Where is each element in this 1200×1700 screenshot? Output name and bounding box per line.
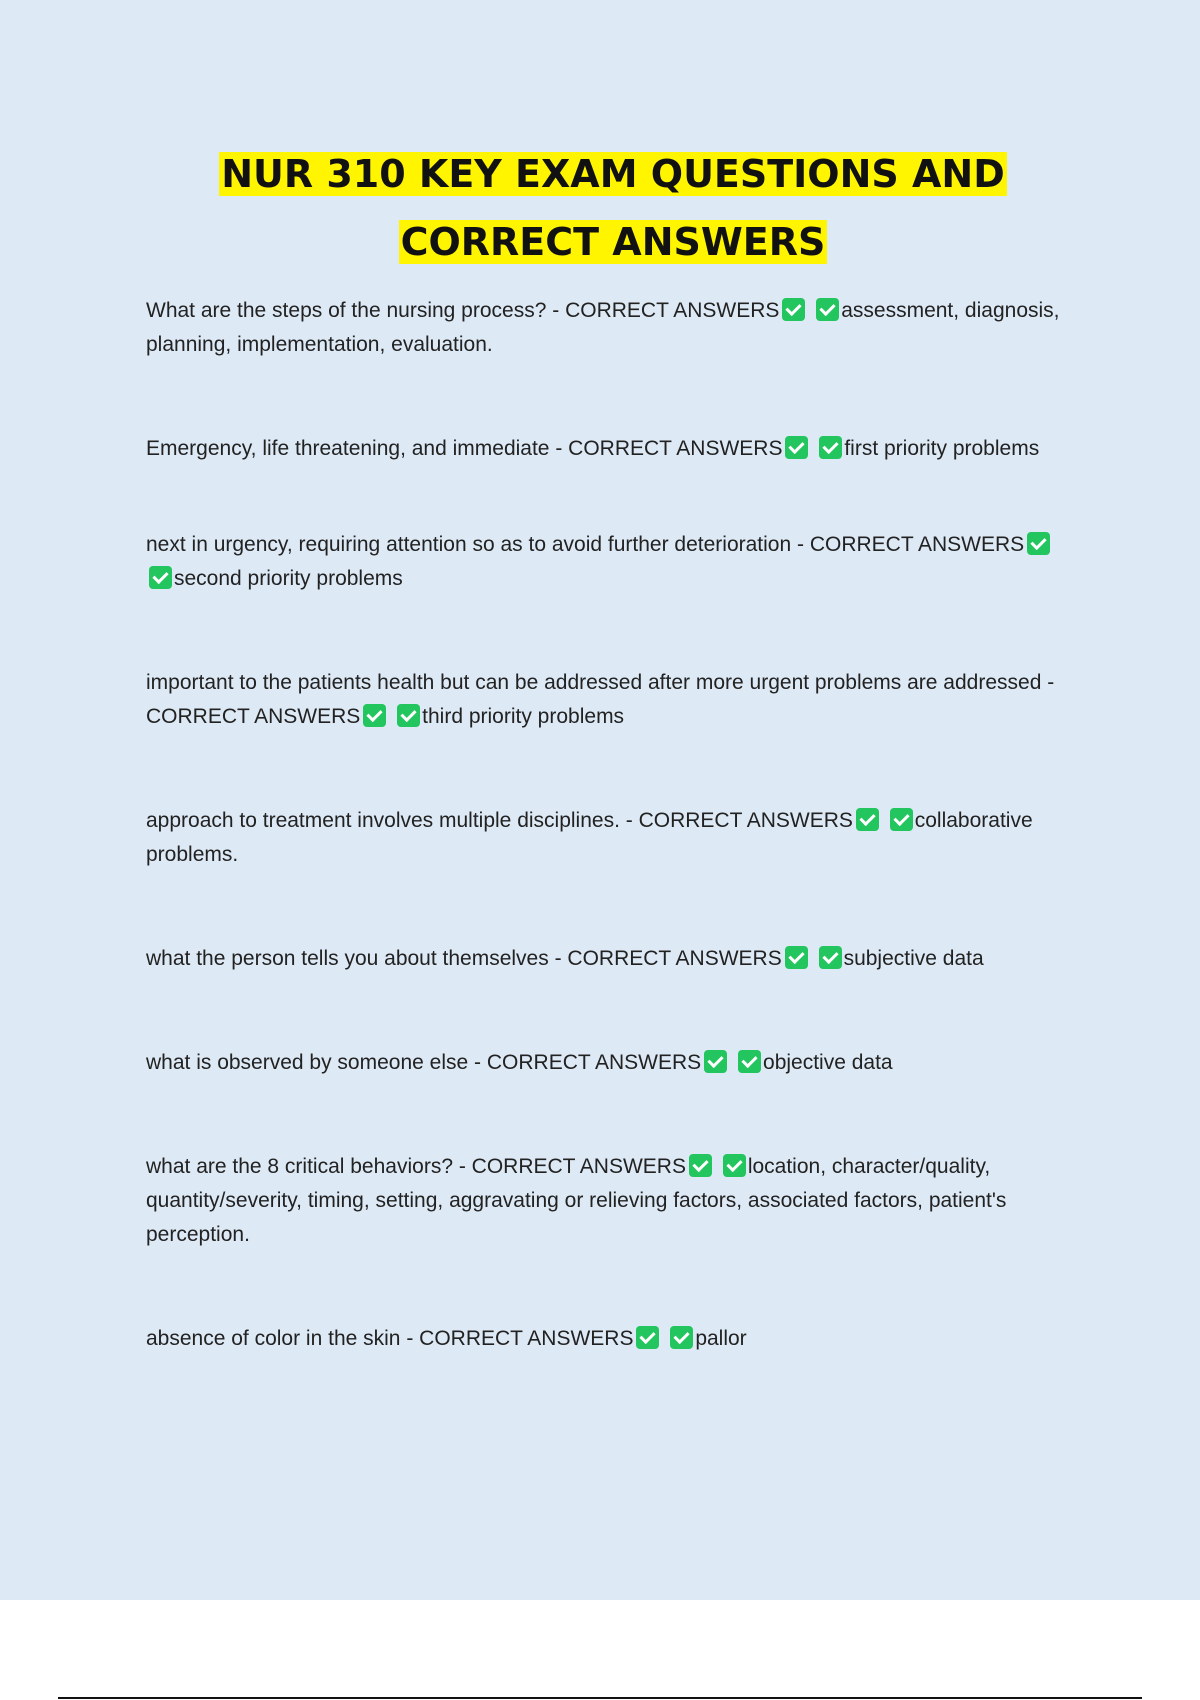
separator: - bbox=[453, 1155, 472, 1178]
answer-text: subjective data bbox=[843, 947, 984, 970]
green-checkmark-icon bbox=[785, 946, 808, 969]
green-checkmark-icon bbox=[363, 704, 386, 727]
qa-item bbox=[146, 666, 1080, 734]
green-checkmark-icon bbox=[819, 946, 842, 969]
separator: - bbox=[549, 437, 569, 460]
correct-answers-label: CORRECT ANSWERS bbox=[471, 1155, 686, 1178]
answer-text: collaborative problems. bbox=[146, 809, 1033, 866]
answer-text: pallor bbox=[695, 1327, 747, 1350]
question-text: absence of color in the skin bbox=[146, 1327, 401, 1350]
green-checkmark-icon bbox=[149, 566, 172, 589]
green-checkmark-icon bbox=[670, 1326, 693, 1349]
qa-item bbox=[146, 1322, 1080, 1356]
correct-answers-label: CORRECT ANSWERS bbox=[565, 299, 780, 322]
question-text: important to the patients health but can be addressed after more urgent problems are addressed bbox=[146, 671, 1042, 694]
question-text: what the person tells you about themselves bbox=[146, 947, 549, 970]
qa-item bbox=[146, 528, 1080, 596]
answer-text: second priority problems bbox=[174, 567, 403, 590]
green-checkmark-icon bbox=[1027, 532, 1050, 555]
green-checkmark-icon bbox=[819, 436, 842, 459]
qa-item bbox=[146, 1150, 1080, 1252]
correct-answers-label: CORRECT ANSWERS bbox=[568, 437, 783, 460]
correct-answers-label: CORRECT ANSWERS bbox=[486, 1051, 702, 1074]
answer-text: assessment, diagnosis, planning, implementation, evaluation. bbox=[146, 299, 1060, 356]
green-checkmark-icon bbox=[890, 808, 913, 831]
green-checkmark-icon bbox=[704, 1050, 727, 1073]
separator: - bbox=[400, 1327, 420, 1350]
question-text: approach to treatment involves multiple disciplines. bbox=[146, 809, 620, 832]
qa-item bbox=[146, 294, 1080, 362]
answer-text: third priority problems bbox=[422, 705, 625, 728]
green-checkmark-icon bbox=[785, 436, 808, 459]
green-checkmark-icon bbox=[397, 704, 420, 727]
answer-text: location, character/quality, quantity/severity, timing, setting, aggravating or relieving factors, associated factors, patient's perception. bbox=[146, 1155, 1007, 1246]
green-checkmark-icon bbox=[816, 298, 839, 321]
footer-divider bbox=[58, 1697, 1142, 1699]
green-checkmark-icon bbox=[782, 298, 805, 321]
qa-item bbox=[146, 1046, 1080, 1080]
green-checkmark-icon bbox=[636, 1326, 659, 1349]
document-content bbox=[146, 140, 1080, 1356]
question-text: what is observed by someone else bbox=[146, 1051, 469, 1074]
qa-item bbox=[146, 804, 1080, 872]
correct-answers-label: CORRECT ANSWERS bbox=[809, 533, 1025, 556]
separator: - bbox=[548, 947, 568, 970]
green-checkmark-icon bbox=[723, 1154, 746, 1177]
question-text: next in urgency, requiring attention so as to avoid further deterioration bbox=[146, 533, 792, 556]
green-checkmark-icon bbox=[856, 808, 879, 831]
qa-item bbox=[146, 942, 1080, 976]
question-text: what are the 8 critical behaviors? bbox=[146, 1155, 453, 1178]
separator: - bbox=[1041, 671, 1055, 694]
question-text: Emergency, life threatening, and immediate bbox=[146, 437, 550, 460]
green-checkmark-icon bbox=[738, 1050, 761, 1073]
correct-answers-label: CORRECT ANSWERS bbox=[146, 705, 361, 728]
separator: - bbox=[546, 299, 566, 322]
correct-answers-label: CORRECT ANSWERS bbox=[567, 947, 782, 970]
answer-text: objective data bbox=[763, 1051, 893, 1074]
title-highlight: NUR 310 KEY EXAM QUESTIONS AND CORRECT ANSWERS bbox=[221, 152, 1005, 264]
correct-answers-label: CORRECT ANSWERS bbox=[638, 809, 853, 832]
answer-text: first priority problems bbox=[844, 437, 1040, 460]
separator: - bbox=[468, 1051, 487, 1074]
qa-item bbox=[146, 432, 1080, 466]
document-title bbox=[146, 140, 1080, 276]
question-text: What are the steps of the nursing process? bbox=[146, 299, 547, 322]
correct-answers-label: CORRECT ANSWERS bbox=[419, 1327, 634, 1350]
separator: - bbox=[791, 533, 810, 556]
separator: - bbox=[619, 809, 639, 832]
green-checkmark-icon bbox=[689, 1154, 712, 1177]
